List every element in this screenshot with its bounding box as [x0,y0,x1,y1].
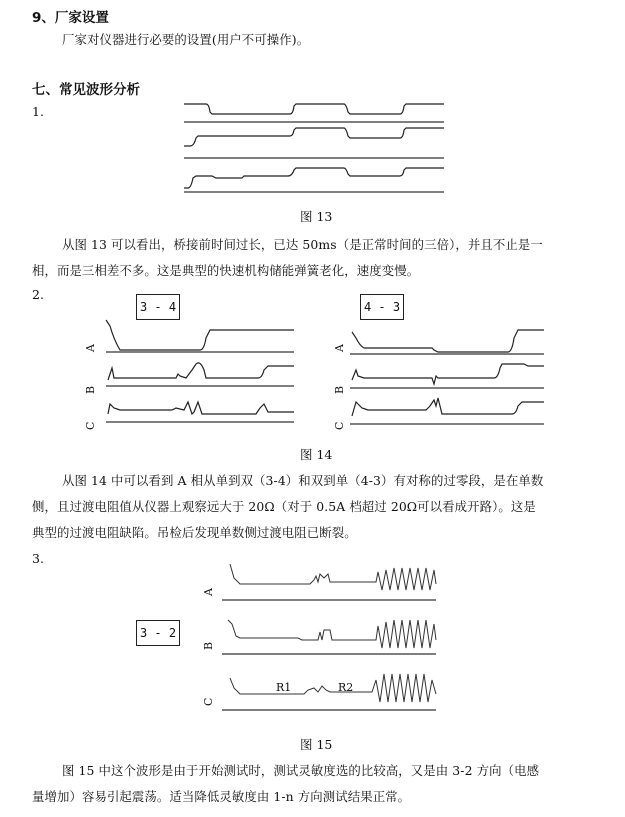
fig15-label-r1: R1 [276,681,292,694]
figure-15-caption: 图 15 [300,737,333,752]
fig14-left-trace-c [108,402,294,414]
item-2-para-line-2: 侧，且过渡电阻值从仪器上观察远大于 20Ω（对于 0.5A 档超过 20Ω可以看成开路）。这是 [32,499,536,514]
fig14-right-trace-b [352,364,544,384]
section-9-heading: 9、厂家设置 [32,10,109,26]
fig15-trace-b [228,620,436,648]
item-3-para-line-2: 量增加）容易引起震荡。适当降低灵敏度由 1-n 方向测试结果正常。 [32,789,411,804]
item-1-para-line-2: 相，而是三相差不多。这是典型的快速机构储能弹簧老化，速度变慢。 [32,263,420,278]
fig14-right-trace-a [352,330,544,352]
figure-13-waveform [182,100,444,195]
fig14-left-trace-b [108,363,294,380]
item-1-number: 1. [32,104,44,119]
figure-13-caption: 图 13 [300,209,333,224]
fig13-trace-2 [184,128,444,146]
item-2-number: 2. [32,287,44,302]
section-9-text: 厂家对仪器进行必要的设置(用户不可操作)。 [62,32,310,47]
section-7-heading: 七、常见波形分析 [32,82,140,98]
fig14-left-label-c: C [84,421,97,430]
fig13-trace-1 [184,104,444,114]
fig14-right-label-c: C [333,421,346,430]
figure-15-waveform [200,560,440,720]
fig14-right-trace-c [352,398,544,416]
figure-14-caption: 图 14 [300,447,333,462]
item-2-para-line-1: 从图 14 中可以看到 A 相从单到双（3-4）和双到单（4-3）有对称的过零段，是在单数 [62,473,544,488]
fig15-label-r2: R2 [338,681,354,694]
label-box-4-3: 4 - 3 [360,294,404,320]
fig14-left-label-a: A [84,344,97,352]
fig15-trace-c [230,674,436,702]
fig14-left-trace-a [106,320,294,350]
item-3-number: 3. [32,551,44,566]
fig15-label-b: B [202,641,215,650]
fig14-right-label-b: B [333,385,346,394]
label-box-3-4: 3 - 4 [136,294,180,320]
item-2-para-line-3: 典型的过渡电阻缺陷。吊检后发现单数侧过渡电阻已断裂。 [32,525,357,540]
figure-14-waveform [84,318,548,436]
item-3-para-line-1: 图 15 中这个波形是由于开始测试时，测试灵敏度选的比较高，又是由 3-2 方向（电感 [62,763,540,778]
label-box-3-2: 3 - 2 [136,620,180,646]
fig14-right-label-a: A [333,344,346,352]
fig13-trace-3 [184,168,444,188]
fig14-left-label-b: B [84,385,97,394]
fig15-trace-a [230,564,436,590]
fig15-label-c: C [202,697,215,706]
item-1-para-line-1: 从图 13 可以看出，桥接前时间过长，已达 50ms（是正常时间的三倍），并且不止是一 [62,237,543,252]
fig15-label-a: A [202,588,215,596]
